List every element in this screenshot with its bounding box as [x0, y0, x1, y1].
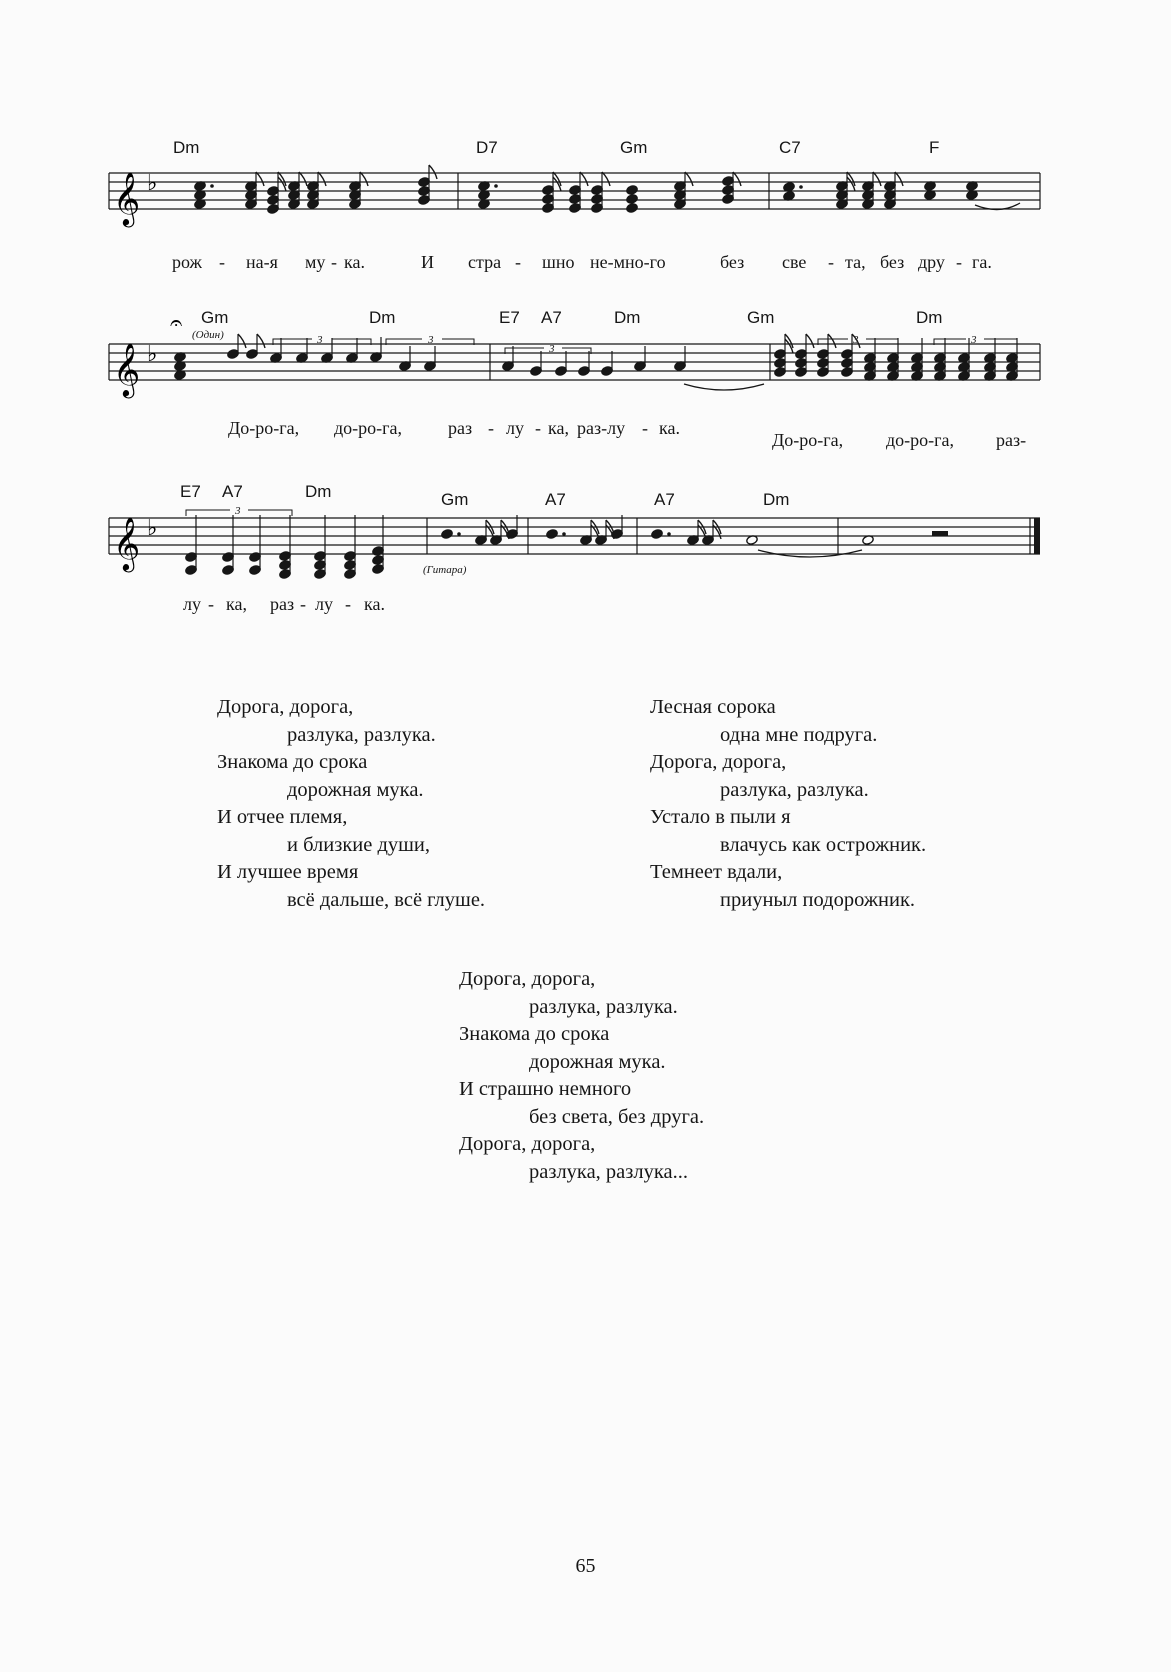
notehead: [279, 551, 292, 562]
notehead: [372, 546, 385, 557]
svg-text:шно: шно: [542, 252, 575, 272]
notehead: [314, 569, 327, 580]
svg-text:лу: лу: [183, 594, 201, 614]
verse-center: [459, 966, 704, 1186]
notehead: [249, 565, 262, 576]
chord-symbol: A7: [222, 482, 243, 501]
svg-text:раз-: раз-: [996, 430, 1027, 450]
notehead: [722, 185, 735, 196]
verse-line: И отчее племя,: [217, 806, 348, 828]
half-rest-icon: [932, 531, 948, 536]
lyrics-system-2: [228, 418, 1026, 450]
svg-text:До-ро-га,: До-ро-га,: [228, 418, 300, 438]
staff-system-2: [109, 308, 1040, 450]
svg-text:3: 3: [853, 334, 859, 346]
svg-text:-: -: [828, 252, 834, 272]
verse-line: разлука, разлука...: [529, 1160, 688, 1183]
verse-line: разлука, разлука.: [720, 778, 869, 801]
svg-text:све: све: [782, 252, 807, 272]
verse-line: дорожная мука.: [287, 778, 424, 801]
treble-clef-icon: 𝄞: [113, 516, 141, 570]
verse-line: Лесная сорока: [650, 696, 776, 718]
svg-text:та,: та,: [845, 252, 866, 272]
svg-text:3: 3: [971, 334, 977, 346]
notehead: [279, 560, 292, 571]
verse-line: приуныл подорожник.: [720, 888, 916, 911]
notehead: [314, 560, 327, 571]
verse-line: Дорога, дорога,: [459, 1133, 596, 1155]
notehead: [344, 560, 357, 571]
staff-system-1: [109, 138, 1040, 272]
notehead: [774, 367, 787, 378]
notehead: [418, 195, 431, 206]
final-barline: [1034, 518, 1040, 554]
svg-text:И: И: [421, 252, 434, 272]
treble-clef-icon: 𝄞: [113, 342, 141, 396]
treble-clef-icon: 𝄞: [113, 171, 141, 225]
triplet-label: 3: [235, 505, 241, 517]
svg-text:до-ро-га,: до-ро-га,: [334, 418, 403, 438]
chord-symbol: Dm: [369, 308, 396, 327]
notehead: [249, 552, 262, 563]
notehead: [569, 185, 582, 196]
svg-text:До-ро-га,: До-ро-га,: [772, 430, 844, 450]
svg-text:ка,: ка,: [548, 418, 569, 438]
svg-text:-: -: [956, 252, 962, 272]
svg-text:лу: лу: [506, 418, 524, 438]
chord-symbol: F: [929, 138, 940, 157]
chord-symbol: E7: [499, 308, 520, 327]
notehead: [795, 367, 808, 378]
lyrics-system-1: [172, 252, 992, 272]
svg-text:без: без: [720, 252, 745, 272]
verse-line: и близкие души,: [287, 833, 431, 856]
notehead: [530, 366, 543, 377]
flat-key-signature-icon: ♭: [147, 516, 158, 541]
svg-text:ка.: ка.: [659, 418, 680, 438]
svg-text:-: -: [642, 418, 648, 438]
music-score: [0, 0, 1171, 640]
notehead: [441, 529, 454, 540]
notehead: [227, 349, 240, 360]
notehead: [542, 194, 555, 205]
notehead: [314, 551, 327, 562]
notehead: [569, 203, 582, 214]
verse-line: влачусь как острожник.: [720, 833, 927, 856]
svg-text:стра: стра: [468, 252, 502, 272]
notehead: [246, 349, 259, 360]
svg-text:лу: лу: [315, 594, 333, 614]
svg-text:3: 3: [317, 334, 323, 346]
svg-text:га.: га.: [972, 252, 992, 272]
chord-symbol: A7: [654, 490, 675, 509]
svg-text:ка,: ка,: [226, 594, 247, 614]
verse-line: одна мне подруга.: [720, 723, 878, 746]
svg-text:ка.: ка.: [344, 252, 365, 272]
notehead: [817, 367, 830, 378]
chord-symbol: Dm: [916, 308, 943, 327]
notehead: [542, 185, 555, 196]
verse-line: Устало в пыли я: [650, 806, 791, 828]
svg-text:му: му: [305, 252, 326, 272]
chord-symbol: Gm: [747, 308, 775, 327]
svg-text:раз: раз: [270, 594, 295, 614]
svg-text:-: -: [300, 594, 306, 614]
notehead: [279, 569, 292, 580]
annotation-solo: (Один): [192, 329, 224, 341]
svg-text:раз-лу: раз-лу: [577, 418, 626, 438]
verse-line: разлука, разлука.: [287, 723, 436, 746]
verse-line: И лучшее время: [217, 861, 359, 883]
annotation-guitar: (Гитара): [423, 564, 467, 576]
notehead: [267, 186, 280, 197]
fermata-icon: 𝄐: [170, 311, 183, 336]
notehead: [344, 551, 357, 562]
verse-line: разлука, разлука.: [529, 995, 678, 1018]
verse-line: без света, без друга.: [529, 1105, 705, 1128]
notehead: [626, 203, 639, 214]
notehead: [651, 529, 664, 540]
verse-line: Дорога, дорога,: [217, 696, 354, 718]
notes-system-3: [185, 515, 875, 579]
verse-left: [217, 694, 485, 914]
svg-text:-: -: [219, 252, 225, 272]
notehead: [722, 194, 735, 205]
chord-symbol: Gm: [201, 308, 229, 327]
chord-symbol: Dm: [173, 138, 200, 157]
flat-key-signature-icon: ♭: [147, 342, 158, 367]
staff-system-3: [109, 482, 1040, 614]
notehead: [542, 203, 555, 214]
notehead: [185, 552, 198, 563]
notehead: [222, 565, 235, 576]
notehead: [591, 194, 604, 205]
svg-text:-: -: [208, 594, 214, 614]
svg-text:3: 3: [549, 343, 555, 355]
verse-line: дорожная мука.: [529, 1050, 666, 1073]
notehead: [841, 358, 854, 369]
notehead: [372, 564, 385, 575]
verse-line: Дорога, дорога,: [650, 751, 787, 773]
notehead: [222, 552, 235, 563]
notehead: [817, 358, 830, 369]
notehead: [774, 358, 787, 369]
svg-text:-: -: [515, 252, 521, 272]
verse-right: [650, 694, 926, 914]
notehead: [185, 565, 198, 576]
staff-lines: [109, 518, 1040, 554]
svg-text:-: -: [345, 594, 351, 614]
verse-line: И страшно немного: [459, 1078, 632, 1100]
chord-symbol: D7: [476, 138, 498, 157]
verse-line: Знакома до срока: [217, 751, 368, 773]
chord-symbol: Gm: [620, 138, 648, 157]
notehead: [795, 349, 808, 360]
chord-symbol: Gm: [441, 490, 469, 509]
notehead: [626, 185, 639, 196]
svg-text:до-ро-га,: до-ро-га,: [886, 430, 955, 450]
chord-symbol: A7: [545, 490, 566, 509]
verse-line: Дорога, дорога,: [459, 968, 596, 990]
page-number: 65: [575, 1555, 596, 1577]
verse-line: всё дальше, всё глуше.: [287, 888, 486, 911]
notehead: [267, 195, 280, 206]
svg-text:-: -: [535, 418, 541, 438]
notehead: [546, 529, 559, 540]
chord-symbol: Dm: [305, 482, 332, 501]
chord-symbol: Dm: [614, 308, 641, 327]
notehead: [591, 185, 604, 196]
verse-line: Знакома до срока: [459, 1023, 610, 1045]
svg-text:рож: рож: [172, 252, 202, 272]
staff-lines: [109, 344, 1040, 380]
verse-line: Темнеет вдали,: [650, 861, 783, 883]
notehead: [267, 204, 280, 215]
notehead: [626, 194, 639, 205]
flat-key-signature-icon: ♭: [147, 171, 158, 196]
notehead: [841, 367, 854, 378]
chord-symbol: C7: [779, 138, 801, 157]
chord-symbol: A7: [541, 308, 562, 327]
notehead: [344, 569, 357, 580]
chord-symbol: Dm: [763, 490, 790, 509]
notehead: [795, 358, 808, 369]
notehead: [601, 366, 614, 377]
svg-text:-: -: [331, 252, 337, 272]
notehead: [569, 194, 582, 205]
notehead: [841, 349, 854, 360]
notehead: [372, 555, 385, 566]
svg-text:раз: раз: [448, 418, 473, 438]
notehead: [555, 366, 568, 377]
svg-text:дру: дру: [918, 252, 945, 272]
lyrics-system-3: [183, 594, 385, 614]
notehead: [591, 203, 604, 214]
svg-text:без: без: [880, 252, 905, 272]
svg-text:не-мно-го: не-мно-го: [590, 252, 666, 272]
notehead: [774, 349, 787, 360]
notehead: [418, 186, 431, 197]
notehead: [817, 349, 830, 360]
svg-text:-: -: [488, 418, 494, 438]
svg-text:ка.: ка.: [364, 594, 385, 614]
svg-text:3: 3: [428, 334, 434, 346]
notehead: [722, 176, 735, 187]
notehead: [418, 177, 431, 188]
notehead: [578, 366, 591, 377]
chord-symbol: E7: [180, 482, 201, 501]
svg-text:на-я: на-я: [246, 252, 278, 272]
